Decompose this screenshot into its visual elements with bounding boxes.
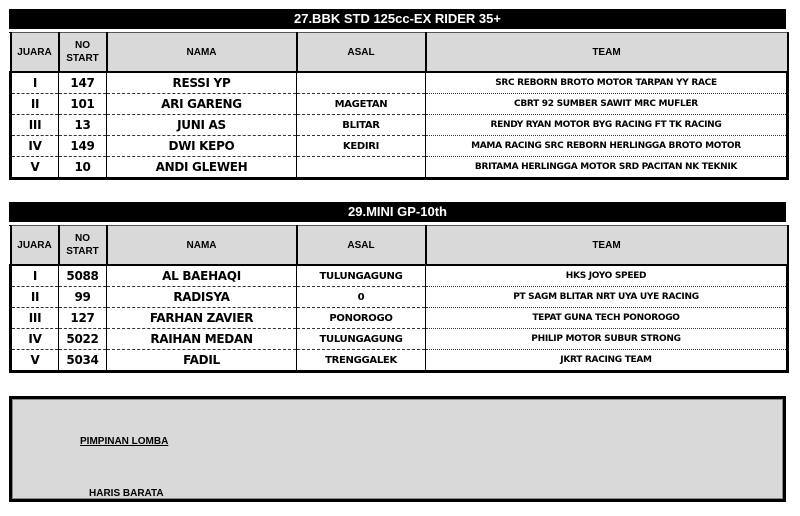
header-no-label: NO bbox=[75, 40, 90, 51]
table-row bbox=[11, 350, 788, 372]
cell-no: 147 bbox=[59, 72, 107, 94]
cell-nama: AL BAEHAQI bbox=[107, 265, 297, 287]
results-table-1 bbox=[9, 9, 786, 180]
header-team: TEAM bbox=[426, 226, 788, 266]
table-title: 29.MINI GP-10th bbox=[9, 202, 786, 225]
cell-nama: JUNI AS bbox=[107, 115, 297, 136]
table-row bbox=[11, 308, 788, 329]
cell-team: HKS JOYO SPEED bbox=[426, 265, 788, 287]
cell-asal: TULUNGAGUNG bbox=[297, 329, 426, 350]
table-row bbox=[11, 72, 788, 94]
cell-no: 5022 bbox=[59, 329, 107, 350]
header-nama: NAMA bbox=[107, 33, 297, 73]
cell-nama: ARI GARENG bbox=[107, 94, 297, 115]
cell-team: JKRT RACING TEAM bbox=[426, 350, 788, 372]
cell-team: RENDY RYAN MOTOR BYG RACING FT TK RACING bbox=[426, 115, 788, 136]
cell-asal: 0 bbox=[297, 287, 426, 308]
cell-no: 101 bbox=[59, 94, 107, 115]
header-asal: ASAL bbox=[297, 226, 426, 266]
results-table-2 bbox=[9, 202, 786, 373]
cell-team: PHILIP MOTOR SUBUR STRONG bbox=[426, 329, 788, 350]
cell-team: SRC REBORN BROTO MOTOR TARPAN YY RACE bbox=[426, 72, 788, 94]
header-start-label: START bbox=[66, 53, 99, 64]
cell-nama: RADISYA bbox=[107, 287, 297, 308]
cell-asal: TRENGGALEK bbox=[297, 350, 426, 372]
header-no-label: NO bbox=[75, 233, 90, 244]
cell-nama: ANDI GLEWEH bbox=[107, 157, 297, 179]
signature-role: PIMPINAN LOMBA bbox=[80, 436, 169, 447]
cell-team: BRITAMA HERLINGGA MOTOR SRD PACITAN NK TEKNIK bbox=[426, 157, 788, 179]
cell-juara: IV bbox=[11, 136, 59, 157]
cell-juara: I bbox=[11, 265, 59, 287]
header-nama: NAMA bbox=[107, 226, 297, 266]
header-no-start bbox=[59, 226, 107, 266]
table-row bbox=[11, 265, 788, 287]
header-juara: JUARA bbox=[11, 226, 59, 266]
header-no-start bbox=[59, 33, 107, 73]
header-asal: ASAL bbox=[297, 33, 426, 73]
table-row bbox=[11, 287, 788, 308]
cell-juara: V bbox=[11, 157, 59, 179]
cell-asal: PONOROGO bbox=[297, 308, 426, 329]
header-row bbox=[11, 33, 788, 73]
table-row bbox=[11, 94, 788, 115]
cell-juara: III bbox=[11, 115, 59, 136]
cell-asal: TULUNGAGUNG bbox=[297, 265, 426, 287]
cell-nama: RAIHAN MEDAN bbox=[107, 329, 297, 350]
signature-box bbox=[9, 396, 786, 502]
table-row bbox=[11, 136, 788, 157]
header-start-label: START bbox=[66, 246, 99, 257]
cell-no: 99 bbox=[59, 287, 107, 308]
cell-nama: DWI KEPO bbox=[107, 136, 297, 157]
signature-name: HARIS BARATA bbox=[89, 488, 164, 499]
cell-juara: III bbox=[11, 308, 59, 329]
cell-asal bbox=[297, 72, 426, 94]
header-team: TEAM bbox=[426, 33, 788, 73]
cell-asal: MAGETAN bbox=[297, 94, 426, 115]
cell-team: MAMA RACING SRC REBORN HERLINGGA BROTO MOTOR bbox=[426, 136, 788, 157]
cell-juara: II bbox=[11, 94, 59, 115]
header-juara: JUARA bbox=[11, 33, 59, 73]
cell-no: 13 bbox=[59, 115, 107, 136]
cell-juara: II bbox=[11, 287, 59, 308]
cell-juara: I bbox=[11, 72, 59, 94]
cell-nama: FARHAN ZAVIER bbox=[107, 308, 297, 329]
cell-team: CBRT 92 SUMBER SAWIT MRC MUFLER bbox=[426, 94, 788, 115]
cell-no: 5088 bbox=[59, 265, 107, 287]
table-row bbox=[11, 329, 788, 350]
cell-nama: RESSI YP bbox=[107, 72, 297, 94]
cell-team: TEPAT GUNA TECH PONOROGO bbox=[426, 308, 788, 329]
cell-asal bbox=[297, 157, 426, 179]
cell-asal: KEDIRI bbox=[297, 136, 426, 157]
cell-juara: V bbox=[11, 350, 59, 372]
cell-no: 10 bbox=[59, 157, 107, 179]
table-title: 27.BBK STD 125cc-EX RIDER 35+ bbox=[9, 9, 786, 32]
header-row bbox=[11, 226, 788, 266]
table-row bbox=[11, 157, 788, 179]
results-table bbox=[9, 32, 789, 180]
cell-asal: BLITAR bbox=[297, 115, 426, 136]
results-table bbox=[9, 225, 789, 373]
cell-no: 127 bbox=[59, 308, 107, 329]
cell-juara: IV bbox=[11, 329, 59, 350]
cell-no: 5034 bbox=[59, 350, 107, 372]
cell-no: 149 bbox=[59, 136, 107, 157]
table-row bbox=[11, 115, 788, 136]
cell-nama: FADIL bbox=[107, 350, 297, 372]
cell-team: PT SAGM BLITAR NRT UYA UYE RACING bbox=[426, 287, 788, 308]
